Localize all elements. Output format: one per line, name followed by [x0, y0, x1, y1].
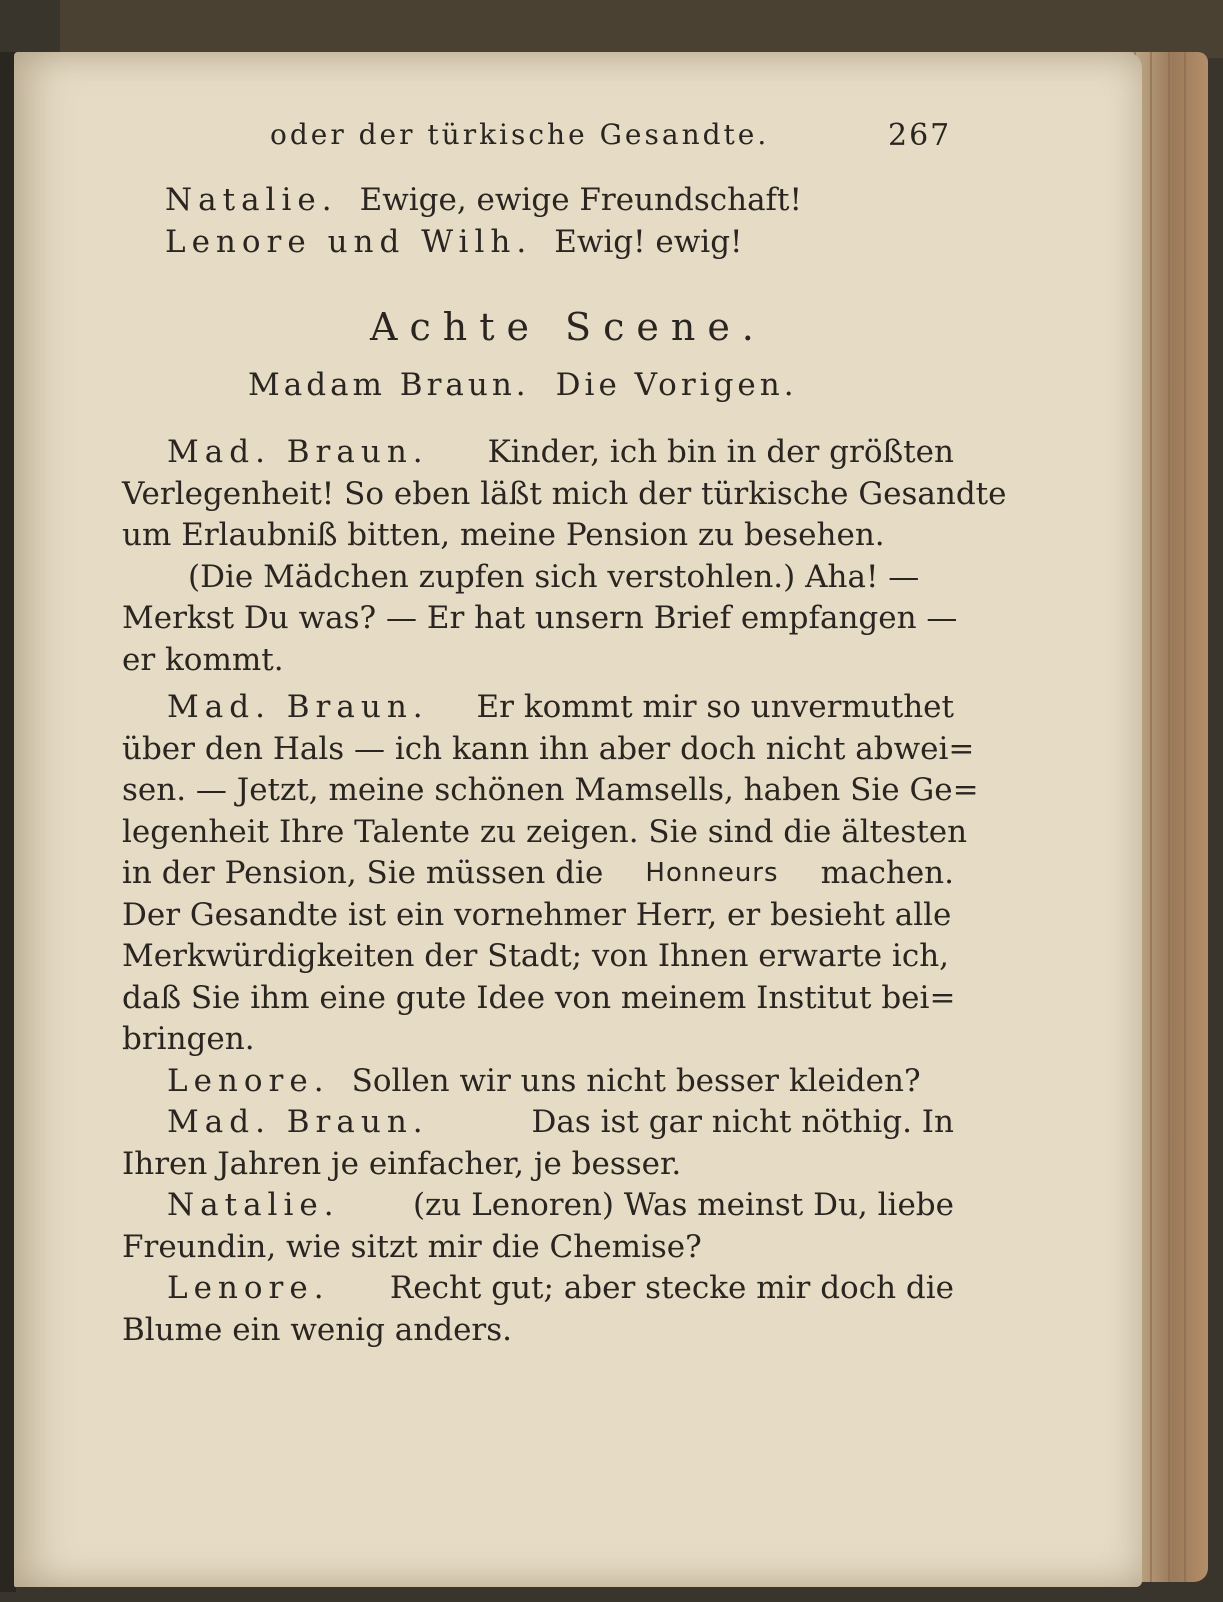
text-line: Verlegenheit! So eben läßt mich der türkische Gesandte	[122, 475, 1007, 512]
text-line: bringen.	[122, 1021, 255, 1057]
text-line	[122, 1061, 1006, 1103]
speaker: Mad. Braun.	[167, 689, 429, 725]
dialogue-line	[165, 222, 743, 264]
speech: Ewig! ewig!	[554, 224, 743, 260]
speaker: Mad. Braun.	[167, 434, 429, 470]
running-head: oder der türkische Gesandte.	[270, 118, 770, 151]
text-line	[122, 432, 954, 474]
foreign-word: Honneurs	[645, 858, 779, 888]
text-line: legenheit Ihre Talente zu zeigen. Sie sind die ältesten	[122, 813, 968, 850]
speech: Kinder, ich bin in der größten	[487, 434, 954, 470]
text-line: sen. — Jetzt, meine schönen Mamsells, haben Sie Ge=	[122, 772, 979, 808]
text-line: Merkwürdigkeiten der Stadt; von Ihnen erwarte ich,	[122, 938, 950, 974]
speaker: Natalie.	[165, 182, 338, 218]
text-line: er kommt.	[122, 641, 284, 678]
text-line: um Erlaubniß bitten, meine Pension zu besehen.	[122, 517, 885, 553]
page-number: 267	[888, 118, 952, 153]
text-line: (Die Mädchen zupfen sich verstohlen.) Aha! —	[188, 558, 920, 595]
text-line: über den Hals — ich kann ihn aber doch nicht abwei=	[122, 730, 975, 767]
speech: machen.	[820, 855, 954, 891]
text-line	[122, 1268, 954, 1310]
text-line: Ihren Jahren je einfacher, je besser.	[122, 1145, 682, 1182]
speaker: Natalie.	[167, 1187, 340, 1223]
text-line: Der Gesandte ist ein vornehmer Herr, er besieht alle	[122, 896, 952, 933]
text-line	[122, 687, 954, 729]
speaker: Lenore.	[167, 1270, 330, 1306]
text-line	[122, 1102, 954, 1144]
dialogue-line	[165, 180, 802, 222]
speech: Sollen wir uns nicht besser kleiden?	[351, 1062, 921, 1099]
text-line: Blume ein wenig anders.	[122, 1311, 513, 1348]
text-line: Freundin, wie sitzt mir die Chemise?	[122, 1228, 702, 1265]
book-binding	[60, 0, 1223, 58]
speaker: Lenore und Wilh.	[165, 224, 533, 260]
scene-cast	[248, 367, 798, 403]
speech: Das ist gar nicht nöthig. In	[531, 1104, 954, 1140]
text-line: daß Sie ihm eine gute Idee von meinem Institut bei=	[122, 979, 956, 1016]
speech: in der Pension, Sie müssen die	[122, 855, 604, 891]
speech: Ewige, ewige Freundschaft!	[359, 182, 802, 218]
scene-title: Achte Scene.	[370, 305, 766, 349]
text-line	[122, 853, 954, 895]
text-line	[122, 1185, 954, 1227]
body-text	[122, 432, 1006, 1351]
cast-member: Die Vorigen.	[555, 367, 798, 403]
speaker: Mad. Braun.	[167, 1104, 429, 1140]
text-line: Merkst Du was? — Er hat unsern Brief empfangen —	[122, 600, 958, 636]
speech: Recht gut; aber stecke mir doch die	[389, 1270, 954, 1306]
speech: (zu Lenoren) Was meinst Du, liebe	[412, 1187, 954, 1223]
speech: Er kommt mir so unvermuthet	[476, 689, 954, 725]
speaker: Lenore.	[167, 1062, 330, 1099]
cast-member: Madam Braun.	[248, 367, 530, 403]
